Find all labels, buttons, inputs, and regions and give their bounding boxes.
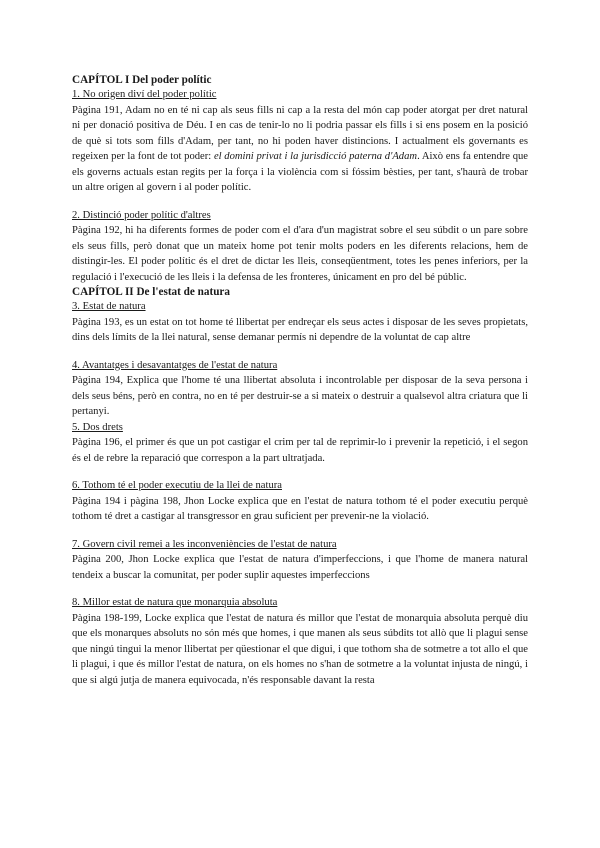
section-2-title: 2. Distinció poder polític d'altres bbox=[72, 209, 211, 221]
chapter-1-title: CAPÍTOL I Del poder polític bbox=[72, 74, 212, 86]
section-4-text: Pàgina 194, Explica que l'home té una llibertat absoluta i incontrolable per disposar de la seva persona i dels seus béns, però en contra, no en té per destruir-se a si mateix o destruir a qualsevol altra criatura que li pertanyi. bbox=[72, 375, 528, 417]
section-5-title: 5. Dos drets bbox=[72, 421, 123, 433]
section-6-title: 6. Tothom té el poder executiu de la llei de natura bbox=[72, 480, 282, 491]
section-1-text: Pàgina 191, Adam no en té ni cap als seus fills ni cap a la resta del món cap poder atorgat per dret natural ni per donació positiva de Déu. I en cas de tenir-lo no li podria passar els fills i si ens posem en la posició de què si tots som fills d'Adam, per tant, no hi poden haver distincions. I actualment els governants es regeixen per la font de tot poder: el domini privat i la jurisdicció paterna d'Adam. Això ens fa entendre que els governs actuals estan regits per la força i la violència com si fóssim bèsties, per tant, s'haurà de trobar un altre origen al govern i al poder polític. bbox=[72, 104, 528, 193]
section-8-title: 8. Millor estat de natura que monarquia absoluta bbox=[72, 597, 278, 608]
section-3-title: 3. Estat de natura bbox=[72, 301, 146, 312]
section-4-title: 4. Avantatges i desavantatges de l'estat de natura bbox=[72, 359, 278, 371]
section-7-text: Pàgina 200, Jhon Locke explica que l'estat de natura d'imperfeccions, i que l'home de manera natural tendeix a buscar la comunitat, per poder suplir aquestes imperfeccions bbox=[72, 554, 528, 581]
section-3-text: Pàgina 193, es un estat on tot home té llibertat per endreçar els seus actes i disposar de les seves propietats, dins dels límits de la llei natural, sense demanar permís ni dependre de la voluntat de cap altre bbox=[72, 316, 528, 343]
section-5-text: Pàgina 196, el primer és que un pot castigar el crim per tal de reprimir-lo i prevenir la repetició, i el segon és el de rebre la reparació que correspon a la part ultratjada. bbox=[72, 437, 528, 464]
section-6-text: Pàgina 194 i pàgina 198, Jhon Locke explica que en l'estat de natura tothom té el poder executiu perquè tothom té dret a castigar al transgressor en grau suficient per prevenir-ne la violació. bbox=[72, 495, 528, 522]
section-1-emphasis: el domini privat i la jurisdicció paterna d'Adam bbox=[213, 151, 418, 162]
section-8-text: Pàgina 198-199, Locke explica que l'estat de natura és millor que l'estat de monarquia absoluta perquè diu que els monarques absoluts no són més que homes, i que manen als seus súbdits tot allò que li plagui sense que ningú tingui la menor llibertat per qüestionar el que digui, i que tothom sha de sotmetre a tot allo el que li plagui, i que és millor l'estat de natura, on els homes no s'han de sotmetre a la voluntat injusta de ningú, i que si algú jutja de manera equivocada, n'és responsable davant la resta bbox=[72, 612, 529, 686]
section-2-text: Pàgina 192, hi ha diferents formes de poder com el d'ara d'un magistrat sobre el seu súbdit o un pare sobre els seus fills, però donat que un mateix home pot tenir molts poders en les diferents relacions, hem de distingir-les. El poder polític és el dret de dictar les lleis, conseqüentment, totes les penes inferiors, per la regulació i l'execució de les lleis i la defensa de les fronteres, únicament en pro del bé públic. bbox=[72, 225, 528, 283]
section-7-title: 7. Govern civil remei a les inconveniències de l'estat de natura bbox=[72, 538, 337, 550]
chapter-2-title: CAPÍTOL II De l'estat de natura bbox=[72, 286, 230, 298]
section-1-title: 1. No origen diví del poder polític bbox=[72, 89, 217, 100]
